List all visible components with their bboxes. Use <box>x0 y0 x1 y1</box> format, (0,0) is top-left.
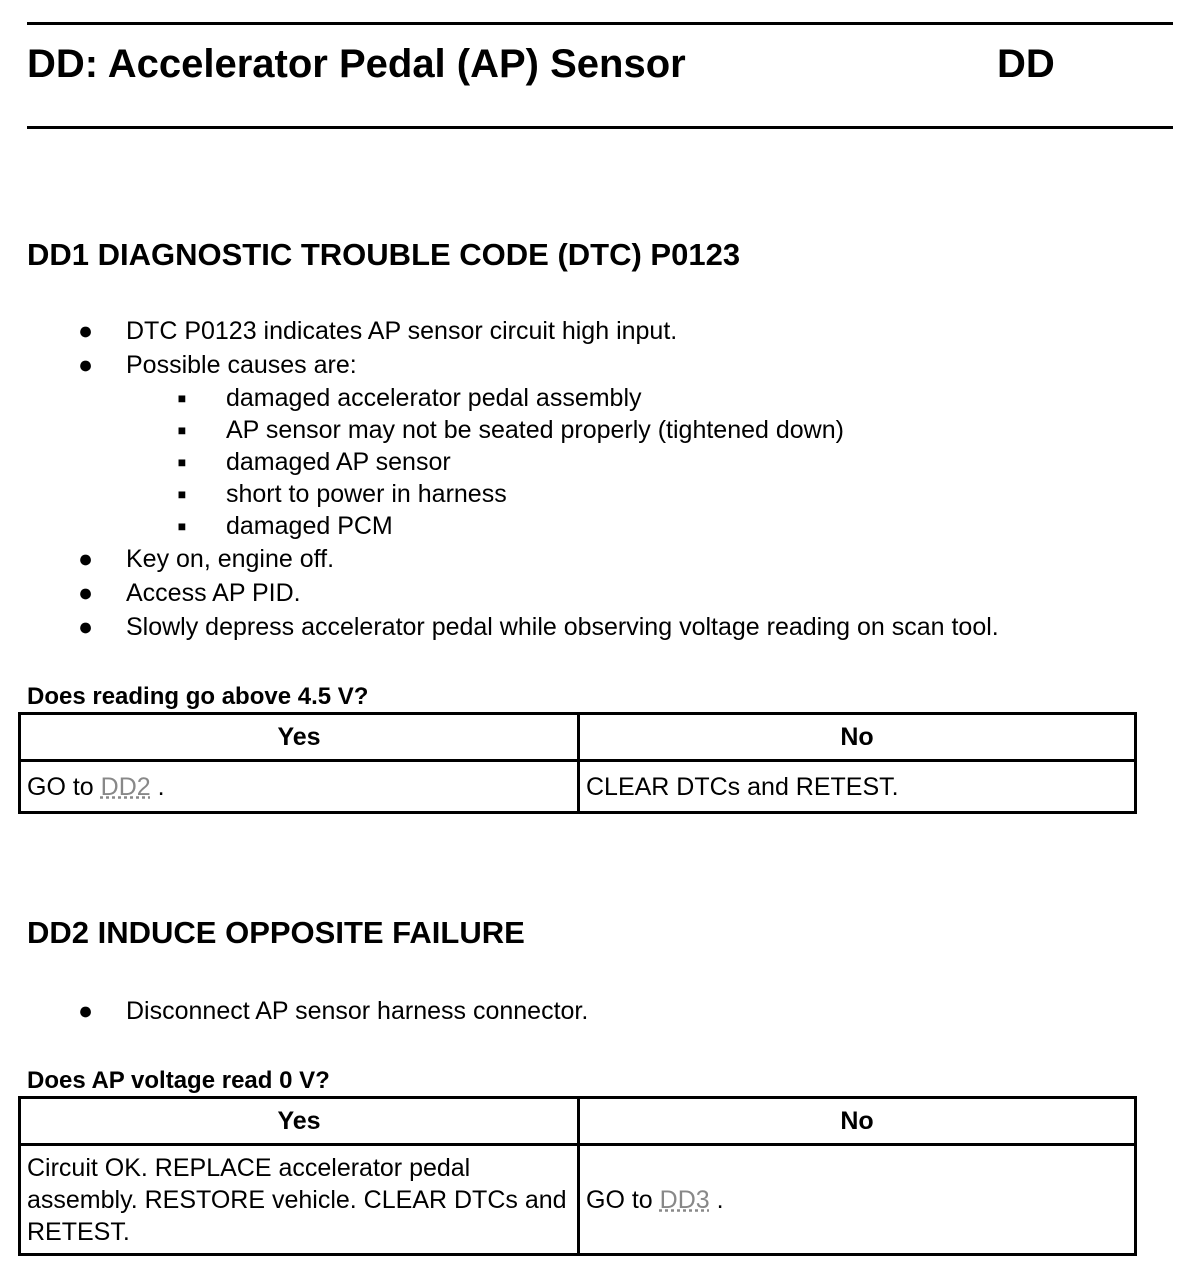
dd2-bullet-list <box>0 994 588 1028</box>
yes-cell: GO to DD2 . <box>20 761 579 813</box>
cause-item: ■ damaged accelerator pedal assembly <box>177 384 642 412</box>
no-cell: GO to DD3 . <box>579 1145 1136 1255</box>
list-item: ● Disconnect AP sensor harness connector. <box>0 994 588 1028</box>
square-bullet-icon: ■ <box>177 454 187 470</box>
cause-item: ■ short to power in harness <box>177 480 507 508</box>
yes-header: Yes <box>20 1098 579 1145</box>
no-header: No <box>579 714 1136 761</box>
square-bullet-icon: ■ <box>177 422 187 438</box>
dd2-heading: DD2 INDUCE OPPOSITE FAILURE <box>27 915 525 950</box>
page-title: DD: Accelerator Pedal (AP) Sensor <box>27 42 686 86</box>
header-rule <box>27 126 1173 129</box>
yes-cell: Circuit OK. REPLACE accelerator pedal assembly. RESTORE vehicle. CLEAR DTCs and RETEST. <box>20 1145 579 1255</box>
dd2-link[interactable]: DD2 <box>100 772 151 801</box>
bullet-icon: ● <box>78 545 94 573</box>
top-rule <box>27 22 1173 25</box>
list-item: ● Access AP PID. <box>0 576 999 610</box>
square-bullet-icon: ■ <box>177 486 187 502</box>
no-header: No <box>579 1098 1136 1145</box>
dd3-link[interactable]: DD3 <box>659 1185 710 1214</box>
dd1-bullet-list <box>0 314 999 644</box>
square-bullet-icon: ■ <box>177 518 187 534</box>
list-item: ● Possible causes are: <box>0 348 999 382</box>
dd1-heading: DD1 DIAGNOSTIC TROUBLE CODE (DTC) P0123 <box>27 237 741 272</box>
list-item: ● Key on, engine off. <box>0 542 999 576</box>
bullet-icon: ● <box>78 613 94 641</box>
cause-item: ■ AP sensor may not be seated properly (tightened down) <box>177 416 844 444</box>
list-item: ● Slowly depress accelerator pedal while observing voltage reading on scan tool. <box>0 610 999 644</box>
square-bullet-icon: ■ <box>177 390 187 406</box>
cause-item: ■ damaged PCM <box>177 512 393 540</box>
dd2-yes-no-table <box>18 1096 1137 1256</box>
no-cell: CLEAR DTCs and RETEST. <box>579 761 1136 813</box>
list-item: ● DTC P0123 indicates AP sensor circuit high input. <box>0 314 999 348</box>
bullet-icon: ● <box>78 997 94 1025</box>
bullet-icon: ● <box>78 317 94 345</box>
cause-item: ■ damaged AP sensor <box>177 448 451 476</box>
bullet-icon: ● <box>78 579 94 607</box>
dd1-yes-no-table <box>18 712 1137 814</box>
dd1-question: Does reading go above 4.5 V? <box>27 683 369 710</box>
section-code: DD <box>997 42 1055 86</box>
yes-header: Yes <box>20 714 579 761</box>
dd2-question: Does AP voltage read 0 V? <box>27 1067 330 1094</box>
bullet-icon: ● <box>78 351 94 379</box>
